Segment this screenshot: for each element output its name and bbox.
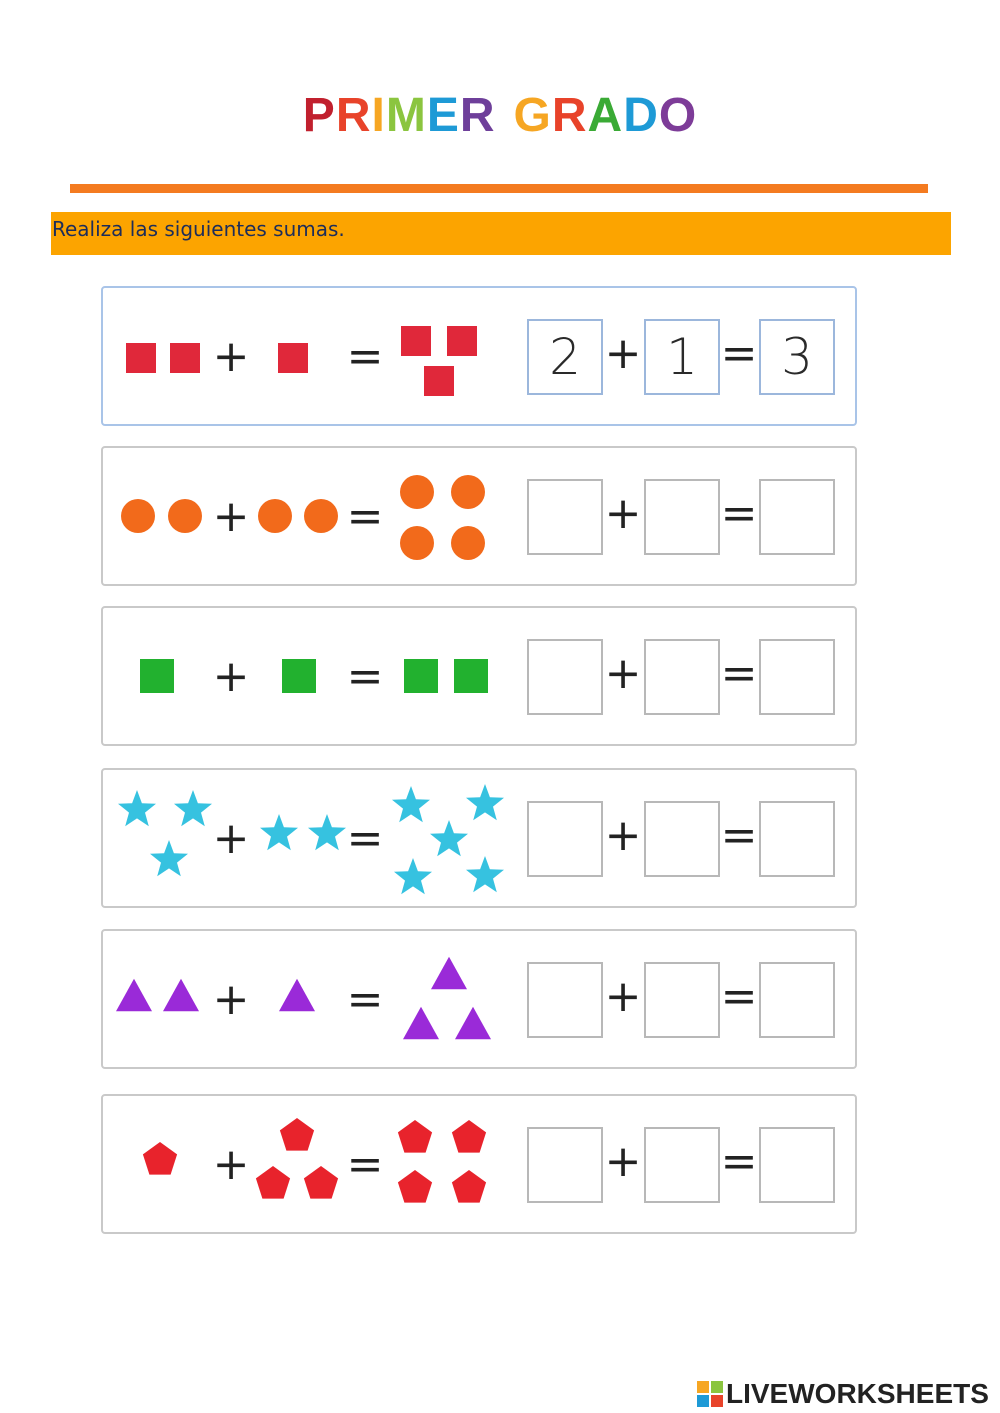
star-icon [174, 790, 212, 826]
pentagon-icon [398, 1170, 432, 1203]
equals-sign: = [720, 488, 758, 539]
equals-sign: = [720, 648, 758, 699]
title-space [496, 88, 514, 143]
exercise-row-3 [101, 606, 857, 746]
title-letter: P [302, 89, 336, 142]
page-title [0, 88, 1000, 143]
answer-box-sum[interactable] [759, 639, 835, 715]
square-icon [126, 343, 156, 373]
square-icon [424, 366, 454, 396]
answer-box-addend1[interactable] [527, 801, 603, 877]
answer-box-addend2[interactable] [644, 801, 720, 877]
equals-sign: = [720, 810, 758, 861]
answer-box-addend1[interactable] [527, 479, 603, 555]
equals-sign: = [346, 651, 384, 702]
plus-sign: + [604, 488, 642, 539]
liveworksheets-logo-text: LIVEWORKSHEETS [726, 1378, 989, 1409]
answer-box-addend1[interactable] [527, 639, 603, 715]
instruction-banner: Realiza las siguientes sumas. [51, 212, 951, 255]
answer-box-sum[interactable] [759, 1127, 835, 1203]
pentagon-icon [452, 1120, 486, 1153]
exercise-row-1 [101, 286, 857, 426]
title-letter: G [513, 89, 552, 142]
triangle-icon [279, 979, 315, 1011]
equals-sign: = [346, 813, 384, 864]
triangle-icon [431, 957, 467, 989]
plus-sign: + [604, 810, 642, 861]
circle-icon [168, 499, 202, 533]
pentagon-icon [256, 1166, 290, 1199]
title-letter: E [426, 89, 460, 142]
exercise-row-2 [101, 446, 857, 586]
pentagon-icon [143, 1142, 177, 1175]
plus-sign: + [604, 1136, 642, 1187]
square-icon [170, 343, 200, 373]
pentagon-icon [280, 1118, 314, 1151]
plus-sign: + [212, 331, 250, 382]
title-letter: D [623, 89, 659, 142]
circle-icon [400, 526, 434, 560]
triangle-icon [116, 979, 152, 1011]
star-icon [394, 858, 432, 894]
pentagon-icon [304, 1166, 338, 1199]
title-divider [70, 184, 928, 193]
plus-sign: + [604, 648, 642, 699]
pentagon-icon [452, 1170, 486, 1203]
answer-box-addend1[interactable]: 2 [527, 319, 603, 395]
plus-sign: + [212, 491, 250, 542]
square-icon [404, 659, 438, 693]
star-icon [260, 814, 298, 850]
answer-box-sum[interactable]: 3 [759, 319, 835, 395]
equals-sign: = [346, 491, 384, 542]
square-icon [278, 343, 308, 373]
liveworksheets-logo [697, 1376, 989, 1412]
plus-sign: + [212, 974, 250, 1025]
star-icon [392, 786, 430, 822]
circle-icon [451, 475, 485, 509]
star-icon [466, 856, 504, 892]
exercise-picture [103, 1096, 523, 1232]
exercise-picture [103, 448, 523, 584]
answer-box-sum[interactable] [759, 479, 835, 555]
plus-sign: + [212, 1139, 250, 1190]
title-letter: I [371, 89, 386, 142]
plus-sign: + [212, 813, 250, 864]
plus-sign: + [212, 651, 250, 702]
answer-box-sum[interactable] [759, 801, 835, 877]
answer-box-addend2[interactable]: 1 [644, 319, 720, 395]
equals-sign: = [720, 328, 758, 379]
circle-icon [304, 499, 338, 533]
answer-box-addend1[interactable] [527, 1127, 603, 1203]
equals-sign: = [346, 1139, 384, 1190]
exercise-row-6 [101, 1094, 857, 1234]
star-icon [308, 814, 346, 850]
exercise-picture [103, 288, 523, 424]
title-letter: R [551, 89, 588, 142]
title-letter: A [587, 89, 624, 142]
exercise-picture [103, 608, 523, 744]
triangle-icon [163, 979, 199, 1011]
square-icon [140, 659, 174, 693]
equals-sign: = [346, 331, 384, 382]
answer-box-sum[interactable] [759, 962, 835, 1038]
circle-icon [258, 499, 292, 533]
answer-box-addend1[interactable] [527, 962, 603, 1038]
star-icon [466, 784, 504, 820]
answer-box-addend2[interactable] [644, 639, 720, 715]
circle-icon [400, 475, 434, 509]
triangle-icon [455, 1007, 491, 1039]
equals-sign: = [720, 971, 758, 1022]
answer-box-addend2[interactable] [644, 479, 720, 555]
circle-icon [451, 526, 485, 560]
title-letter: O [658, 89, 698, 142]
pentagon-icon [398, 1120, 432, 1153]
square-icon [282, 659, 316, 693]
triangle-icon [403, 1007, 439, 1039]
star-icon [118, 790, 156, 826]
exercise-row-5 [101, 929, 857, 1069]
equals-sign: = [346, 974, 384, 1025]
exercise-row-4 [101, 768, 857, 908]
exercise-picture [103, 931, 523, 1067]
square-icon [401, 326, 431, 356]
plus-sign: + [604, 328, 642, 379]
title-letter: M [385, 89, 427, 142]
equals-sign: = [720, 1136, 758, 1187]
exercise-picture [103, 770, 523, 906]
answer-box-addend2[interactable] [644, 1127, 720, 1203]
plus-sign: + [604, 971, 642, 1022]
circle-icon [121, 499, 155, 533]
square-icon [454, 659, 488, 693]
answer-box-addend2[interactable] [644, 962, 720, 1038]
title-letter: R [459, 89, 496, 142]
square-icon [447, 326, 477, 356]
star-icon [150, 840, 188, 876]
liveworksheets-logo-icon [697, 1381, 723, 1407]
star-icon [430, 820, 468, 856]
title-letter: R [335, 89, 372, 142]
